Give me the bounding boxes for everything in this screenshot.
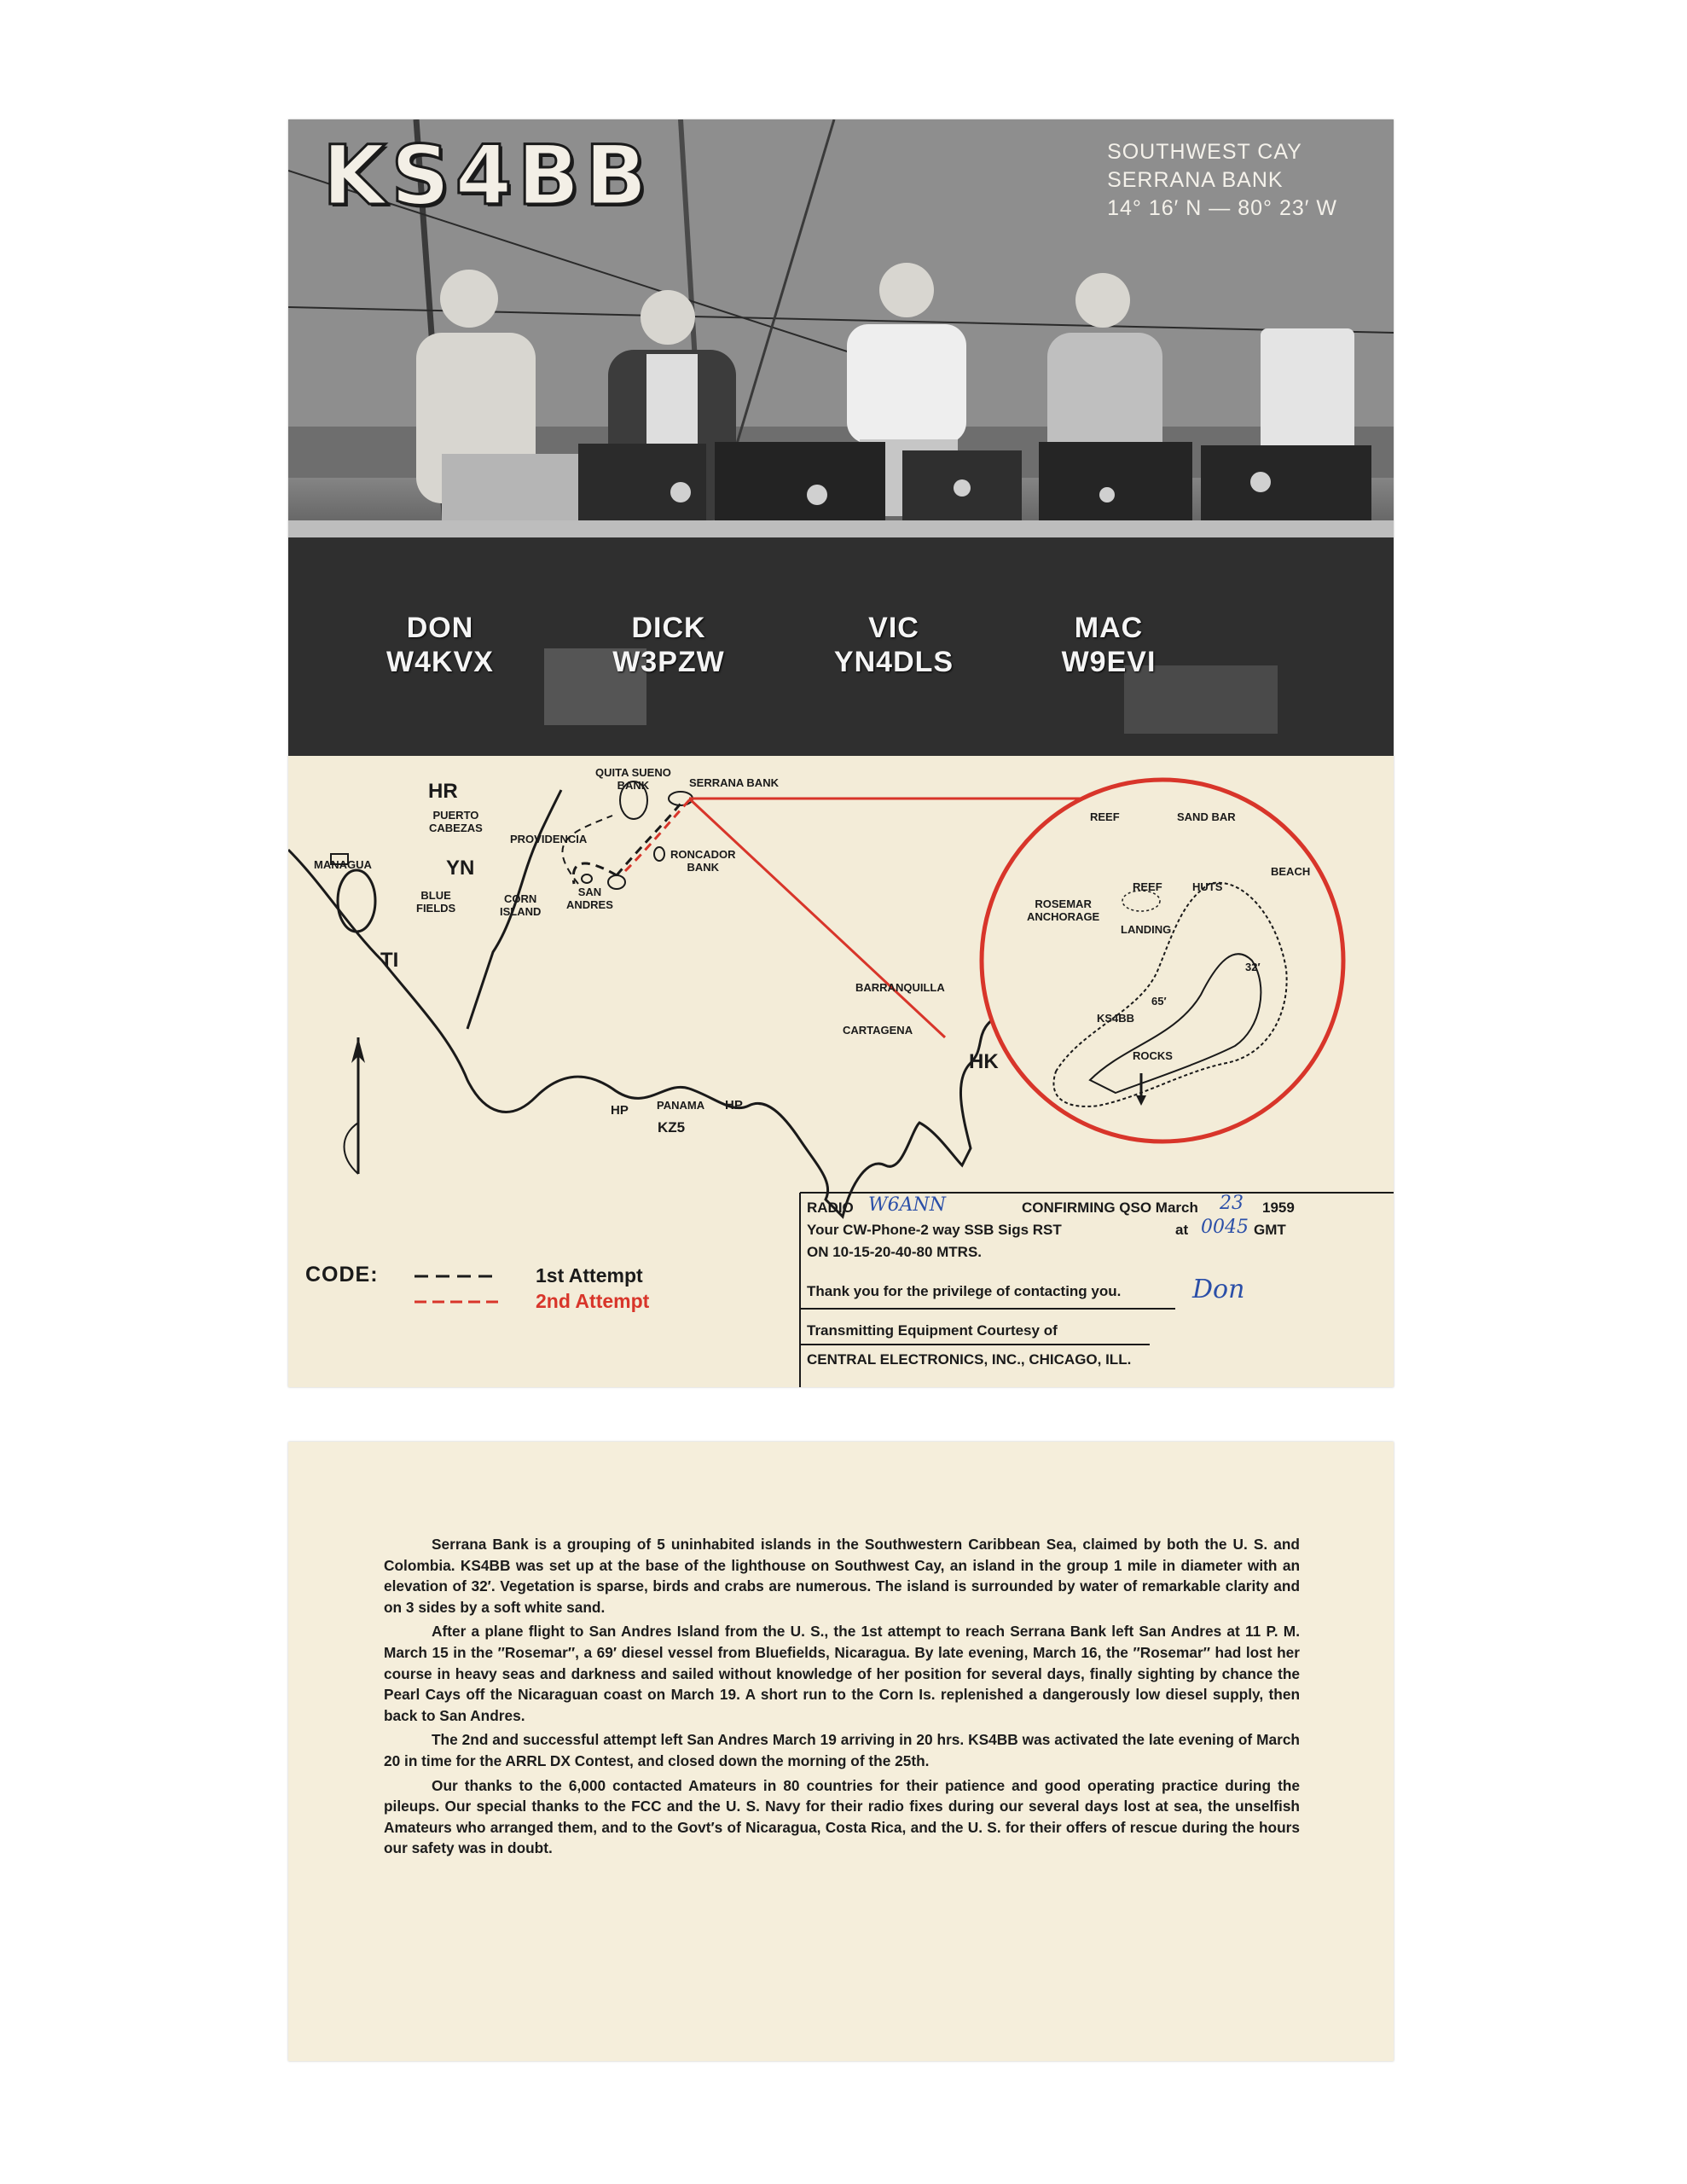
qsl-card-front: [288, 119, 1394, 1387]
inset-label-ks4bb: KS4BB: [1097, 1012, 1135, 1025]
narrative-paragraph: After a plane flight to San Andres Island from the U. S., the 1st attempt to reach Serrana Bank left San Andres at 11 P. M. March 15 in the ″Rosemar″, a 69′ diesel vessel from Bluefields, Nicaragua. By late evening, March 16, the ″Rosemar″ had lost her course in heavy seas and darkness and sailed without knowledge of her position for several days, finally sighting by chance the Pearl Cays off the Nicaraguan coast on March 19. A short run to the Corn Is. replenished a dangerously low diesel supply, then back to San Andres.: [384, 1623, 1300, 1724]
label-managua: MANAGUA: [314, 858, 372, 871]
qsl-band-line: ON 10-15-20-40-80 MTRS.: [807, 1244, 983, 1260]
location-coordinates: 14° 16′ N — 80° 23′ W: [1107, 196, 1337, 220]
qsl-time: 0045: [1201, 1217, 1249, 1238]
legend-first-attempt: 1st Attempt: [536, 1264, 643, 1287]
qsl-signature: Don: [1192, 1275, 1245, 1304]
label-cartagena: CARTAGENA: [843, 1024, 913, 1037]
qsl-radio-callsign: W6ANN: [868, 1194, 946, 1216]
inset-label-reef-mid: REEF: [1133, 880, 1162, 893]
label-hp-right: HP: [725, 1098, 743, 1112]
label-roncador: [670, 848, 736, 874]
expedition-narrative: [384, 1534, 1300, 1862]
label-kz5: KZ5: [658, 1119, 686, 1136]
label-text: RONCADOR BANK: [670, 848, 736, 874]
label-hr: HR: [428, 780, 458, 803]
label-quita-sueno: [595, 766, 671, 792]
qsl-thanks: Thank you for the privilege of contacting you.: [807, 1283, 1122, 1299]
qsl-date: 23: [1220, 1193, 1244, 1214]
inset-label-reef: REEF: [1090, 810, 1120, 823]
operator-callsign: W9EVI: [1061, 646, 1157, 678]
qsl-at-label: at: [1175, 1222, 1189, 1238]
label-panama: PANAMA: [657, 1099, 705, 1112]
label-blue-fields: [416, 889, 455, 915]
inset-label-landing: LANDING: [1121, 923, 1172, 936]
qsl-mode-line: Your CW-Phone-2 way SSB Sigs RST: [807, 1222, 1062, 1238]
inset-label-huts: HUTS: [1192, 880, 1223, 893]
operator-mac: [1023, 611, 1194, 679]
qsl-confirming: CONFIRMING QSO March: [1022, 1199, 1198, 1216]
label-text: SAN ANDRES: [566, 886, 613, 911]
caribbean-map: [288, 756, 1394, 1387]
label-corn-island: [500, 892, 541, 918]
qsl-gmt: GMT: [1254, 1222, 1286, 1238]
label-ti: TI: [380, 949, 399, 972]
qsl-courtesy-line-2: CENTRAL ELECTRONICS, INC., CHICAGO, ILL.: [807, 1351, 1132, 1368]
operator-callsign: YN4DLS: [833, 646, 954, 678]
label-providencia: PROVIDENCIA: [510, 833, 588, 845]
inset-label-rocks: ROCKS: [1133, 1049, 1173, 1062]
operator-name: DON: [406, 612, 474, 644]
station-photo: [288, 119, 1394, 756]
qsl-card-back: [288, 1442, 1394, 2061]
station-location: [1107, 138, 1337, 223]
inset-label-depth-65: 65′: [1151, 995, 1167, 1008]
legend-code-label: CODE:: [305, 1263, 379, 1287]
location-line-2: SERRANA BANK: [1107, 168, 1284, 192]
qsl-radio-label: RADIO: [807, 1199, 854, 1216]
label-serrana-bank: SERRANA BANK: [689, 776, 779, 789]
label-text: QUITA SUENO BANK: [595, 766, 671, 792]
qsl-year: 1959: [1262, 1199, 1295, 1216]
station-callsign: KS4BB: [322, 128, 652, 224]
inset-label-beach: BEACH: [1271, 865, 1311, 878]
label-text: CORN ISLAND: [500, 892, 542, 918]
label-text: PUERTO CABEZAS: [429, 809, 483, 834]
label-text: BLUE FIELDS: [416, 889, 456, 915]
operator-callsign: W3PZW: [612, 646, 725, 678]
operator-vic: [809, 611, 979, 679]
label-hk: HK: [969, 1050, 999, 1073]
operator-name: VIC: [868, 612, 919, 644]
narrative-paragraph: Our thanks to the 6,000 contacted Amateurs in 80 countries for their patience and good operating practice during the pileups. Our special thanks to the FCC and the U. S. Navy for their radio fixes during our several days lost at sea, the unselfish Amateurs who arranged them, and to the Govt′s of Nicaragua, Costa Rica, and the U. S. for their offers of rescue during the hours our safety was in doubt.: [384, 1776, 1300, 1857]
operator-name: MAC: [1074, 612, 1144, 644]
location-line-1: SOUTHWEST CAY: [1107, 140, 1302, 164]
inset-label-depth-32: 32′: [1245, 961, 1261, 973]
label-san-andres: [566, 886, 613, 911]
inset-label-sand-bar: SAND BAR: [1177, 810, 1236, 823]
operator-name: DICK: [631, 612, 706, 644]
label-barranquilla: BARRANQUILLA: [855, 981, 945, 994]
label-hp-left: HP: [611, 1103, 629, 1118]
operator-callsign: W4KVX: [386, 646, 494, 678]
operator-don: [355, 611, 525, 679]
label-puerto-cabezas: [429, 809, 483, 834]
label-text: ROSEMAR ANCHORAGE: [1027, 897, 1100, 923]
narrative-paragraph: Serrana Bank is a grouping of 5 uninhabited islands in the Southwestern Caribbean Sea, claimed by both the U. S. and Colombia. KS4BB was set up at the base of the lighthouse on Southwest Cay, an island in the group 1 mile in diameter with an elevation of 32′. Vegetation is sparse, birds and crabs are numerous. The island is surrounded by water of remarkable clarity and on 3 sides by a soft white sand.: [384, 1536, 1300, 1616]
narrative-paragraph: The 2nd and successful attempt left San Andres March 19 arriving in 20 hrs. KS4BB was activated the late evening of March 20 in time for the ARRL DX Contest, and closed down the morning of the 25th.: [384, 1731, 1300, 1769]
legend-second-attempt: 2nd Attempt: [536, 1290, 650, 1312]
inset-label-rosemar-anchorage: [1027, 897, 1099, 923]
operator-dick: [583, 611, 754, 679]
label-yn: YN: [446, 857, 475, 880]
qsl-courtesy-line-1: Transmitting Equipment Courtesy of: [807, 1322, 1058, 1339]
